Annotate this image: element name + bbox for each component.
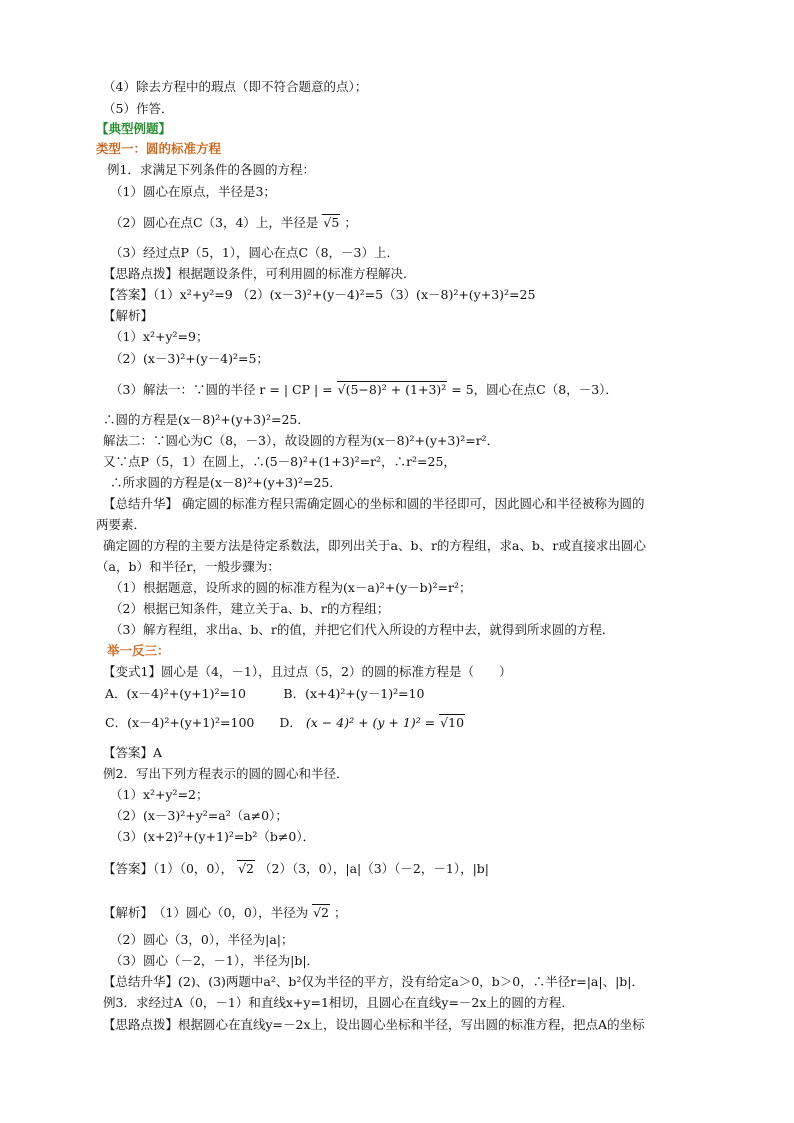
ex2-summary: 【总结升华】(2)、(3)两题中a²、b²仅为半径的平方，没有给定a＞0，b＞0，∴半径r=|a|、|b|． <box>103 974 644 989</box>
ex2-analysis-1 <box>103 904 347 921</box>
type-heading: 类型一：圆的标准方程 <box>96 141 222 156</box>
ex1-hint: 【思路点拨】根据题设条件，可利用圆的标准方程解决． <box>103 266 416 281</box>
example-2-title: 例2．写出下列方程表示的圆的圆心和半径． <box>103 766 349 781</box>
ex1-method2: 解法二：∵圆心为C（8，－3），故设圆的方程为(x－8)²+(y+3)²=r²． <box>103 433 500 448</box>
sqrt-2-b: √2 <box>313 905 330 920</box>
variant-1-answer: 【答案】A <box>103 745 163 760</box>
ex2-analysis-2: （2）圆心（3，0），半径为|a|； <box>110 932 294 947</box>
ex2-answer-rest: （2）（3，0），|a|（3）（－2，－1），|b| <box>259 861 490 876</box>
ex2-analysis-end: ； <box>334 905 347 920</box>
ex1-method2-b: 又∵点P（5，1）在圆上，∴(5－8)²+(1+3)²=r²，∴r²=25， <box>103 454 456 469</box>
example-3-title: 例3．求经过A（0，－1）和直线x+y=1相切，且圆心在直线y=－2x上的圆的方程． <box>103 995 574 1010</box>
ex1-summary-1: 【总结升华】 确定圆的标准方程只需确定圆心的坐标和圆的半径即可，因此圆心和半径被称为圆的 <box>103 496 645 511</box>
ex2-answer <box>103 860 489 877</box>
radius-sqrt: √(5−8)² + (1+3)² <box>337 382 447 397</box>
ex1-analysis-1: （1）x²+y²=9； <box>110 329 209 344</box>
method-step-1: （1）根据题意，设所求的圆的标准方程为(x－a)²+(y－b)²=r²； <box>110 580 472 595</box>
ex2-eq-2: （2）(x－3)²+y²=a²（a≠0）； <box>110 808 288 823</box>
option-c: C．(x－4)²+(y+1)²=100 D． <box>105 715 302 730</box>
ex1-cond-3: （3）经过点P（5，1），圆心在点C（8，－3）上． <box>110 245 399 260</box>
method-para-1: 确定圆的方程的主要方法是待定系数法，即列出关于a、b、r的方程组，求a、b、r或直接求出圆心 <box>103 538 646 553</box>
step-5: （5）作答． <box>103 101 174 116</box>
ex2-analysis-text: 【解析】 （1）圆心（0，0），半径为 <box>103 905 309 920</box>
variant-1-options-ab: A．(x－4)²+(y+1)²=10 B．(x+4)²+(y－1)²=10 <box>105 686 425 701</box>
ex1-method1-end: = 5，圆心在点C（8，－3）． <box>451 382 618 397</box>
ex1-analysis-label: 【解析】 <box>103 308 154 323</box>
practice-heading: 举一反三： <box>107 643 170 658</box>
method-para-2: （a，b）和半径r，一般步骤为： <box>96 559 280 574</box>
ex1-result-1: ∴圆的方程是(x－8)²+(y+3)²=25． <box>103 412 310 427</box>
ex2-answer-text: 【答案】（1）（0，0）， <box>103 861 234 876</box>
ex1-cond-2-text: （2）圆心在点C（3，4）上，半径是 <box>110 215 319 230</box>
sqrt-10: √10 <box>440 715 465 730</box>
method-step-2: （2）根据已知条件，建立关于a、b、r的方程组； <box>110 601 390 616</box>
ex3-hint: 【思路点拨】根据圆心在直线y=－2x上，设出圆心坐标和半径，写出圆的标准方程，把点A的坐标 <box>103 1017 645 1032</box>
variant-1: 【变式1】圆心是（4，－1），且过点（5，2）的圆的标准方程是（ ） <box>103 664 512 679</box>
sqrt-2-a: √2 <box>238 861 255 876</box>
option-d-expr: (x − 4)² + (y + 1)² = <box>305 715 436 730</box>
method-step-3: （3）解方程组，求出a、b、r的值，并把它们代入所设的方程中去，就得到所求圆的方程． <box>110 622 615 637</box>
section-heading: 【典型例题】 <box>96 121 172 136</box>
ex1-result-2: ∴所求圆的方程是(x－8)²+(y+3)²=25． <box>110 475 342 490</box>
ex1-method1-text: （3）解法一：∵圆的半径 r = | CP | = <box>110 382 333 397</box>
ex1-cond-1: （1）圆心在原点，半径是3； <box>110 184 276 199</box>
example-1-title: 例1．求满足下列条件的各圆的方程： <box>107 162 315 177</box>
ex2-eq-3: （3）(x+2)²+(y+1)²=b²（b≠0）． <box>110 829 316 844</box>
sqrt-5: √5 <box>323 215 340 230</box>
ex2-eq-1: （1）x²+y²=2； <box>110 787 209 802</box>
ex1-analysis-3 <box>110 381 618 398</box>
ex1-analysis-2: （2）(x－3)²+(y－4)²=5； <box>110 351 269 366</box>
variant-1-options-cd <box>105 714 465 731</box>
ex1-answer: 【答案】（1）x²+y²=9 （2）(x－3)²+(y－4)²=5（3）(x－8)²+(y+3)²=25 <box>103 287 536 302</box>
ex1-cond-2-end: ； <box>344 215 357 230</box>
ex1-summary-2: 两要素． <box>96 517 147 532</box>
step-4: （4）除去方程中的瑕点（即不符合题意的点）； <box>103 79 368 94</box>
ex2-analysis-3: （3）圆心（－2，－1），半径为|b|． <box>110 953 320 968</box>
ex1-cond-2 <box>110 214 357 231</box>
